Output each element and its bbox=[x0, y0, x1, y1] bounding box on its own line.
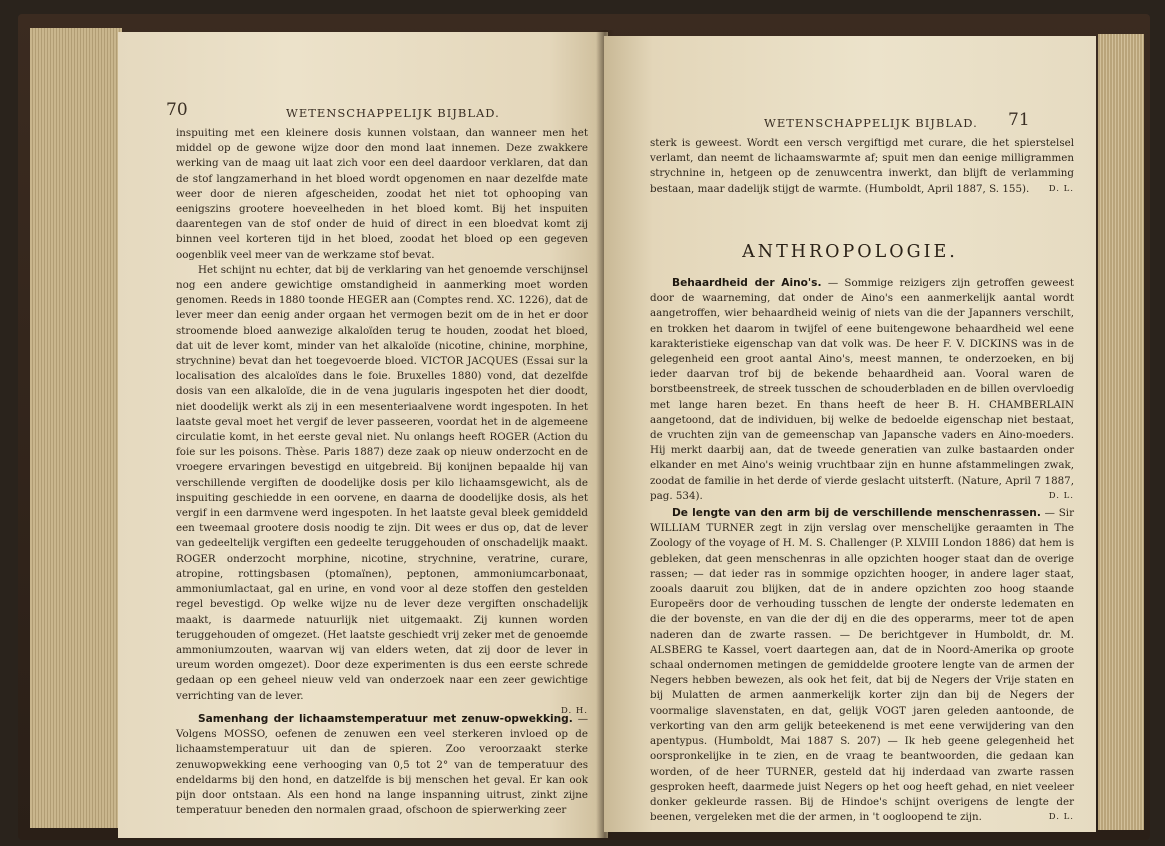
article-2-text: — Sir WILLIAM TURNER zegt in zijn verslag over menschelijke geraamten in The Zoology of the voyage of H. M. S. Challenger (P. XLVIII London 1886) dat hem is gebleken, dat geen menschenras in alle opzichten hooger staat dan de overige rassen; — dat ieder ras in sommige opzichten hooger, in andere lager staat, zooals daaruit zou blijken, dat de in andere opzichten zoo hoog staande Europeërs door de verhouding tusschen de lengte der onderste ledematen en die der bovenste, en van die der dij en die des opperarms, meer tot de apen naderen dan de zwarte rassen. — De berichtgever in Humboldt, dr. M. ALSBERG te Kassel, voert daartegen aan, dat de in Noord-Amerika op groote schaal ondernomen metingen de gemiddelde grootere lengte van de armen der Negers hebben bewezen, als ook het feit, dat bij de Negers der Vrije staten en bij Mulatten de armen aanmerkelijk korter zijn dan bij de Negers der voormalige slavenstaten, en dat, gelijk VOGT jaren geleden aantoonde, de verkorting van den arm gelijk beteekenend is met eene verwijdering van den apentypus. (Humboldt, Mai 1887 S. 207) — Ik heb geene gelegenheid het oorspronkelijke in te zien, en de vraag te beantwoorden, die gedaan kan worden, of de heer TURNER, gesteld dat hij inderdaad van zwarte rassen gesproken heeft, daarmede juist Negers op het oog heeft gehad, en niet veeleer donker gekleurde rassen. Bij de Hindoe's schijnt overigens de lengte der beenen, vergeleken met die der armen, in 't oogloopend te zijn. bbox=[650, 507, 1074, 824]
right-signature-2: D. L. bbox=[1048, 490, 1074, 501]
left-page bbox=[118, 32, 608, 838]
right-signature-1: D. L. bbox=[1048, 183, 1074, 194]
article-1-heading: Behaardheid der Aino's. bbox=[672, 277, 822, 289]
left-paragraph-1: inspuiting met een kleinere dosis kunnen volstaan, dan wanneer men het middel op de gewone wijze door den mond laat innemen. Deze zwakkere werking van de maag uit laat zich voor een deel daardoor verklaren, dat dan de stof langzamerhand in het bloed wordt opgenomen en naar dezelfde mate weer door de nieren afgescheiden, zoodat het niet tot ophooping van eenigszins grootere hoeveelheden in het bloed komt. Bij het inspuiten daarentegen van de stof onder de huid of direct in een bloedvat komt zij binnen veel korteren tijd in het bloed, zoodat het bloed op een gegeven oogenblik veel meer van de werkzame stof bevat. bbox=[176, 127, 588, 261]
right-running-head: WETENSCHAPPELIJK BIJBLAD. bbox=[764, 116, 978, 130]
left-section-2 bbox=[176, 712, 588, 818]
left-paragraph-2: Het schijnt nu echter, dat bij de verklaring van het genoemde verschijnsel nog een andere gewichtige omstandigheid in aanmerking moet worden genomen. Reeds in 1880 toonde HEGER aan (Comptes rend. XC. 1226), dat de lever meer dan eenig ander orgaan het vermogen bezit om de in het er door stroomende bloed aanwezige alkaloïden terug te houden, zoodat het bloed, dat uit de lever komt, minder van het alkaloïde (nicotine, chinine, morphine, strychnine) bevat dan het toegevoerde bloed. VICTOR JACQUES (Essai sur la localisation des alcaloïdes dans le foie. Bruxelles 1880) vond, dat dezelfde dosis van een alkaloïde, die in de vena jugularis ingespoten het dier doodt, niet doodelijk werkt als zij in een mesenteriaalvene wordt ingespoten. In het laatste geval moet het vergif de lever passeeren, voordat het in de algemeene circulatie komt, in het eerste geval niet. Nu onlangs heeft ROGER (Action du foie sur les poisons. Thèse. Paris 1887) deze zaak op nieuw onderzocht en de vroegere ervaringen bevestigd en uitgebreid. Bij konijnen bepaalde hij van verschillende vergiften de doodelijke dosis per kilo lichaamsgewicht, als de inspuiting geschiedde in een oorvene, en daarna de doodelijke dosis, als het vergif in een darmvene werd ingespoten. In het laatste geval bleek gemiddeld een tweemaal grootere dosis noodig te zijn. Dit wees er dus op, dat de lever van gedeeltelijk vergiften een gedeelte teruggehouden of onschadelijk maakt. ROGER onderzocht morphine, nicotine, strychnine, veratrine, curare, atropine, rottingsbasen (ptomaïnen), peptonen, ammoniumcarbonaat, ammoniumlactaat, gal en urine, en vond voor al deze stoffen den gestelden regel bevestigd. Op welke wijze nu de lever deze vergiften onschadelijk maakt, is daarmede natuurlijk niet uitgemaakt. Zij kunnen worden teruggehouden of omgezet. (Het laatste geschiedt vrij zeker met de genoemde ammoniumzouten, waarvan wij van elders weten, dat zij door de lever in ureum worden omgezet). Door deze experimenten is dus een eerste schrede gedaan op een geheel nieuw veld van onderzoek naar een zeer gewichtige verrichting van de lever. bbox=[176, 263, 588, 702]
right-signature-3: D. L. bbox=[1048, 812, 1074, 823]
left-page-number: 70 bbox=[166, 100, 188, 120]
right-carryover-text bbox=[650, 136, 1074, 197]
left-main-text bbox=[176, 126, 588, 719]
right-articles bbox=[650, 276, 1074, 825]
right-page-number: 71 bbox=[1008, 110, 1030, 130]
left-section-2-text: — Volgens MOSSO, oefenen de zenuwen een veel sterkeren invloed op de lichaamstemperatuur uit dan de spieren. Zoo veroorzaakt sterke zenuwopwekking eene verhooging van 0,5 tot 2° van de temperatuur des endeldarms bij den hond, en datzelfde is bij menschen het geval. Er kan ook pijn door ontstaan. Als een hond na lange inspanning uitrust, zinkt zijne temperatuur beneden den normalen graad, ofschoon de spierwerking zeer bbox=[176, 713, 588, 817]
article-2-heading: De lengte van den arm bij de verschillende menschenrassen. bbox=[672, 507, 1041, 520]
page-edges-right bbox=[1098, 34, 1144, 830]
page-edges-left bbox=[30, 28, 122, 828]
section-title-anthropologie: ANTHROPOLOGIE. bbox=[742, 242, 958, 262]
right-page bbox=[604, 36, 1096, 832]
left-section-2-heading: Samenhang der lichaamstemperatuur met zenuw-opwekking. bbox=[198, 713, 573, 725]
left-running-head: WETENSCHAPPELIJK BIJBLAD. bbox=[286, 106, 500, 120]
left-signature-1: D. H. bbox=[560, 705, 588, 716]
right-carryover-paragraph: sterk is geweest. Wordt een versch vergiftigd met curare, die het spierstelsel verlamt, dan neemt de lichaamswarmte af; spuit men dan eenige milligrammen strychnine in, hetgeen op de zenuwcentra inwerkt, dan blijft de verlamming bestaan, maar dadelijk stijgt de warmte. (Humboldt, April 1887, S. 155). bbox=[650, 137, 1074, 195]
article-1-text: — Sommige reizigers zijn getroffen geweest door de waarneming, dat onder de Aino's een aanmerkelijk aantal wordt aangetroffen, wier behaardheid weinig of niets van die der Japanners verschilt, en trokken het daarom in twijfel of eene buitengewone behaardheid wel eene karakteristieke eigenschap van dat volk was. De heer F. V. DICKINS was in de gelegenheid een groot aantal Aino's, meest mannen, te onderzoeken, en bij ieder daarvan trof bij de bekende behaardheid aan. Vooral waren de borstbeenstreek, de streek tusschen de schouderbladen en de billen overvloedig met lange haren bezet. En thans heeft de heer B. H. CHAMBERLAIN aangetoond, dat de individuen, bij welke de bedoelde eigenschap niet bestaat, de vruchten zijn van de gemeenschap van Japansche vaders en Aino-moeders. Hij merkt daarbij aan, dat de tweede generatien van zulke bastaarden onder elkander en met Aino's weinig vruchtbaar zijn en hunne afstammelingen zwak, zoodat de familie in het derde of vierde geslacht uitsterft. (Nature, April 7 1887, pag. 534). bbox=[650, 277, 1074, 502]
